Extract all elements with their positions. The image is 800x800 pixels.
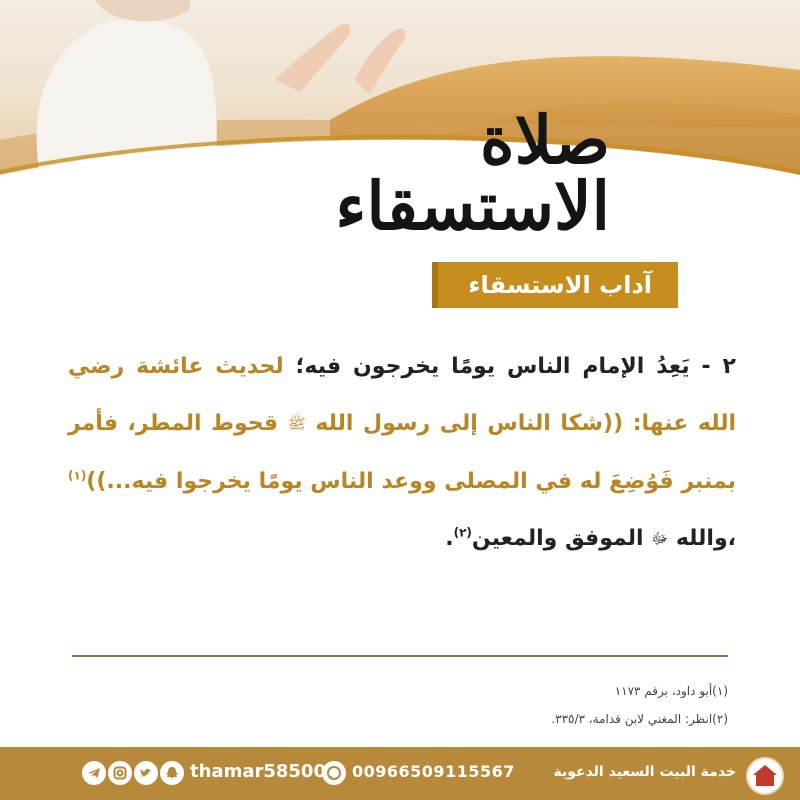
hadith-intro: لحديث عائشة رضي الله عنها:: [68, 354, 736, 436]
footnote-1: (١)أبو داود، برقم ١١٧٣: [614, 684, 728, 698]
divider: [72, 655, 728, 657]
telegram-icon[interactable]: [82, 761, 106, 785]
section-label: آداب الاستسقاء: [438, 262, 678, 308]
item-number: ٢ -: [701, 354, 736, 379]
twitter-icon[interactable]: [134, 761, 158, 785]
logo-icon: [746, 757, 784, 795]
body-text: [68, 338, 736, 567]
closing-pre: ،والله: [675, 525, 736, 551]
god-honorific-icon: ﷻ: [651, 529, 669, 547]
hadith-rest: قحوط المطر، فأمر بمنبر فَوُضِعَ له في المصلى ووعد الناس يومًا يخرجوا فيه...)): [68, 411, 736, 494]
footer-organization: خدمة البيت السعيد الدعوية: [553, 764, 736, 780]
footer-handle[interactable]: thamar58500: [190, 761, 326, 782]
footnotes: [228, 684, 728, 740]
closing-end: .: [445, 525, 454, 551]
closing-post: الموفق والمعين: [471, 525, 644, 551]
hadith-quote: ((شكا الناس إلى رسول الله: [315, 411, 624, 436]
prophet-honorific-icon: ﷺ: [287, 414, 306, 433]
footer-bar: [0, 747, 800, 800]
instagram-icon[interactable]: [108, 761, 132, 785]
page-title: صلاة الاستسقاء: [335, 101, 610, 245]
lead-sentence: يَعِدُ الإمام الناس يومًا يخرجون فيه؛: [295, 354, 690, 379]
snapchat-icon[interactable]: [160, 761, 184, 785]
footnote-ref-2: (٢): [453, 525, 472, 540]
footnote-2: (٢)انظر: المغني لابن قدامة، ٣٣٥/٣.: [551, 712, 728, 726]
footnote-ref-1: (١): [68, 468, 87, 483]
footer-phone: 00966509115567: [352, 762, 515, 781]
